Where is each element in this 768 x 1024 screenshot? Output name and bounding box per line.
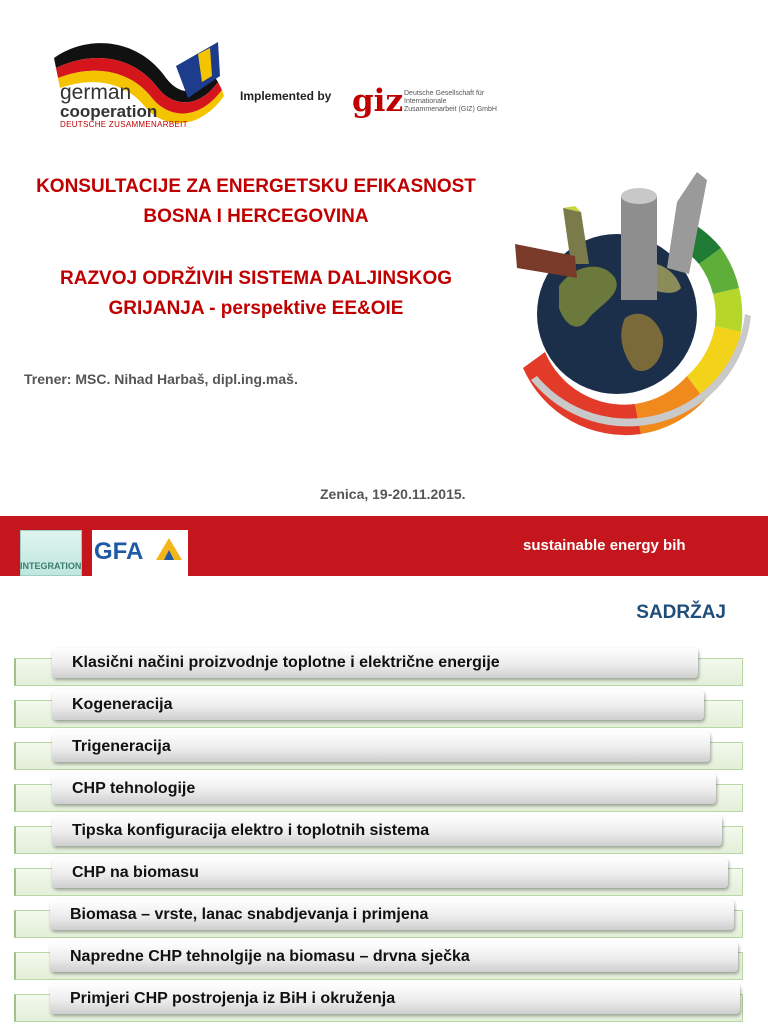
integration-logo-text: INTEGRATION [20, 561, 82, 571]
gfa-triangle-icon [152, 536, 186, 562]
title-line-4: GRIJANJA - perspektive EE&OIE [108, 298, 404, 319]
title-line-2: BOSNA I HERCEGOVINA [143, 206, 369, 227]
toc-item-2[interactable]: Kogeneracija [52, 690, 704, 720]
trainer-text: Trener: MSC. Nihad Harbaš, dipl.ing.maš. [24, 371, 298, 387]
toc-item-4[interactable]: CHP tehnologije [52, 774, 716, 804]
sustainable-energy-text: sustainable energy bih [523, 537, 686, 554]
toc-item-3[interactable]: Trigeneracija [52, 732, 710, 762]
logo-german-text: german [60, 81, 132, 104]
toc-item-6[interactable]: CHP na biomasu [52, 858, 728, 888]
date-text: Zenica, 19-20.11.2015. [320, 486, 466, 502]
toc-item-1[interactable]: Klasični načini proizvodnje toplotne i električne energije [52, 648, 698, 678]
title-line-3: RAZVOJ ODRŽIVIH SISTEMA DALJINSKOG [60, 268, 452, 289]
contents-heading: SADRŽAJ [636, 602, 726, 623]
logo-cooperation-text: cooperation [60, 102, 158, 121]
toc-item-5[interactable]: Tipska konfiguracija elektro i toplotnih sistema [52, 816, 722, 846]
toc-item-9[interactable]: Primjeri CHP postrojenja iz BiH i okruženja [50, 984, 740, 1014]
contents-slide [0, 580, 768, 1024]
title-line-1: KONSULTACIJE ZA ENERGETSKU EFIKASNOST [36, 176, 476, 197]
globe-energy-illustration [505, 168, 757, 438]
gfa-logo-text: GFA [94, 538, 144, 565]
implemented-by-label: Implemented by [240, 89, 332, 103]
giz-logo: giz [352, 83, 404, 119]
toc-item-7[interactable]: Biomasa – vrste, lanac snabdjevanja i primjena [50, 900, 734, 930]
toc-item-8[interactable]: Napredne CHP tehnolgije na biomasu – drvna sječka [50, 942, 738, 972]
giz-subtitle: Deutsche Gesellschaft für Internationale Zusammenarbeit (GIZ) GmbH [404, 90, 497, 113]
logo-deutsche-text: DEUTSCHE ZUSAMMENARBEIT [60, 120, 188, 129]
